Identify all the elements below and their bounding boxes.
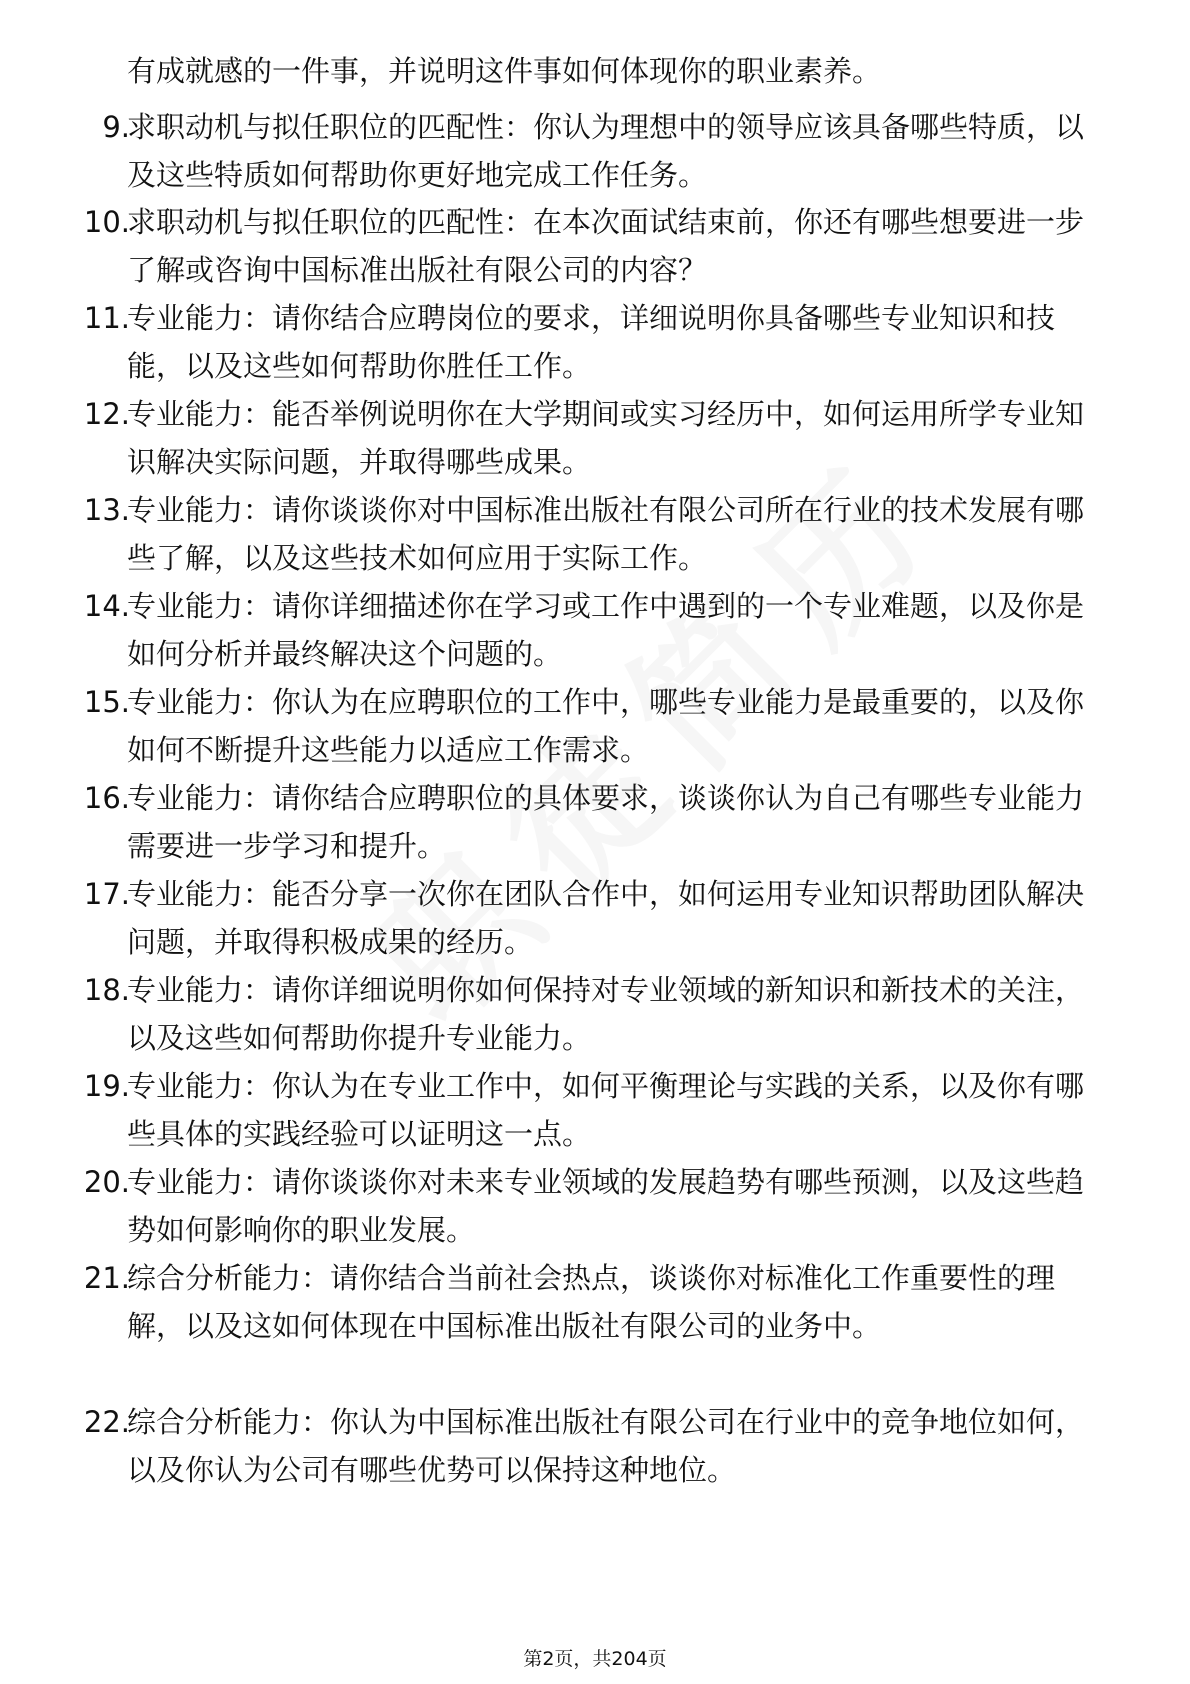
item-text: 有成就感的一件事，并说明这件事如何体现你的职业素养。 [127,54,882,88]
item-number: 9. [102,110,130,144]
item-text: 专业能力：请你详细说明你如何保持对专业领域的新知识和新技术的关注，以及这些如何帮助你提升专业能力。 [127,973,1085,1055]
item-number: 18. [83,973,130,1007]
item-number: 22. [83,1405,130,1439]
item-number: 13. [83,493,130,527]
item-text: 专业能力：能否分享一次你在团队合作中，如何运用专业知识帮助团队解决问题，并取得积极成果的经历。 [127,877,1085,959]
item-text: 专业能力：请你结合应聘职位的具体要求，谈谈你认为自己有哪些专业能力需要进一步学习和提升。 [127,781,1085,863]
item-text: 专业能力：你认为在专业工作中，如何平衡理论与实践的关系，以及你有哪些具体的实践经验可以证明这一点。 [127,1069,1085,1151]
item-text: 专业能力：能否举例说明你在大学期间或实习经历中，如何运用所学专业知识解决实际问题，并取得哪些成果。 [127,397,1085,479]
item-number: 21. [83,1261,130,1295]
item-text: 求职动机与拟任职位的匹配性：在本次面试结束前，你还有哪些想要进一步了解或咨询中国标准出版社有限公司的内容？ [127,205,1085,287]
page-footer: 第2页，共204页 [523,1648,667,1670]
item-number: 15. [83,685,130,719]
item-text: 专业能力：请你谈谈你对中国标准出版社有限公司所在行业的技术发展有哪些了解，以及这些技术如何应用于实际工作。 [127,493,1085,575]
item-text: 综合分析能力：你认为中国标准出版社有限公司在行业中的竞争地位如何，以及你认为公司有哪些优势可以保持这种地位。 [127,1405,1085,1487]
item-number: 10. [83,205,130,239]
item-number: 12. [83,397,130,431]
item-number: 19. [83,1069,130,1103]
item-text: 综合分析能力：请你结合当前社会热点，谈谈你对标准化工作重要性的理解，以及这如何体现在中国标准出版社有限公司的业务中。 [127,1261,1056,1343]
item-text: 专业能力：请你结合应聘岗位的要求，详细说明你具备哪些专业知识和技能，以及这些如何帮助你胜任工作。 [127,301,1056,383]
item-number: 16. [83,781,130,815]
item-text: 专业能力：请你详细描述你在学习或工作中遇到的一个专业难题，以及你是如何分析并最终解决这个问题的。 [127,589,1085,671]
item-number: 14. [83,589,130,623]
item-text: 专业能力：你认为在应聘职位的工作中，哪些专业能力是最重要的，以及你如何不断提升这些能力以适应工作需求。 [127,685,1085,767]
item-number: 17. [83,877,130,911]
item-number: 20. [83,1165,130,1199]
item-number: 11. [83,301,130,335]
item-text: 专业能力：请你谈谈你对未来专业领域的发展趋势有哪些预测，以及这些趋势如何影响你的职业发展。 [127,1165,1085,1247]
item-text: 求职动机与拟任职位的匹配性：你认为理想中的领导应该具备哪些特质，以及这些特质如何帮助你更好地完成工作任务。 [127,110,1085,192]
